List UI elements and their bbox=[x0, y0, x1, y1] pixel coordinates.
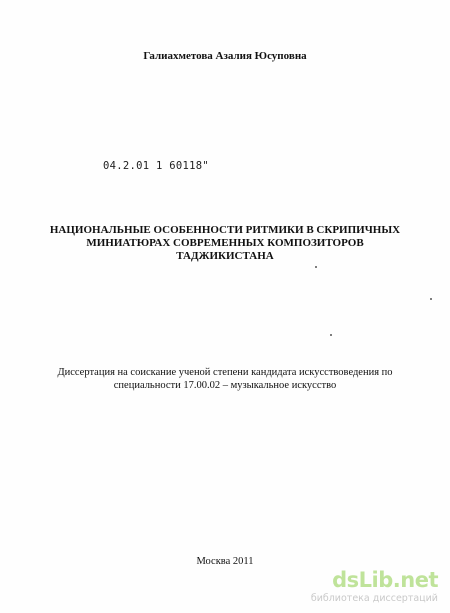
author-name: Галиахметова Азалия Юсуповна bbox=[143, 50, 307, 62]
dissertation-description bbox=[20, 366, 430, 392]
city-and-year: Москва 2011 bbox=[196, 556, 254, 567]
description-line: специальности 17.00.02 – музыкальное искусство bbox=[113, 380, 337, 391]
dslib-subtitle: библиотека диссертаций bbox=[310, 593, 438, 604]
dslib-watermark[interactable] bbox=[310, 568, 438, 608]
scan-speck bbox=[430, 298, 432, 300]
description-line: Диссертация на соискание ученой степени кандидата искусствоведения по bbox=[57, 367, 393, 378]
title-line: МИНИАТЮРАХ СОВРЕМЕННЫХ КОМПОЗИТОРОВ bbox=[86, 237, 364, 249]
title-line: НАЦИОНАЛЬНЫЕ ОСОБЕННОСТИ РИТМИКИ В СКРИПИЧНЫХ bbox=[49, 224, 401, 236]
dslib-logo: dsLib.net bbox=[332, 568, 438, 592]
scan-speck bbox=[330, 334, 332, 336]
dissertation-title bbox=[30, 224, 420, 263]
library-stamp-number: 04.2.01 1 60118" bbox=[103, 160, 209, 172]
scan-speck bbox=[315, 266, 317, 268]
title-line: ТАДЖИКИСТАНА bbox=[176, 250, 274, 262]
